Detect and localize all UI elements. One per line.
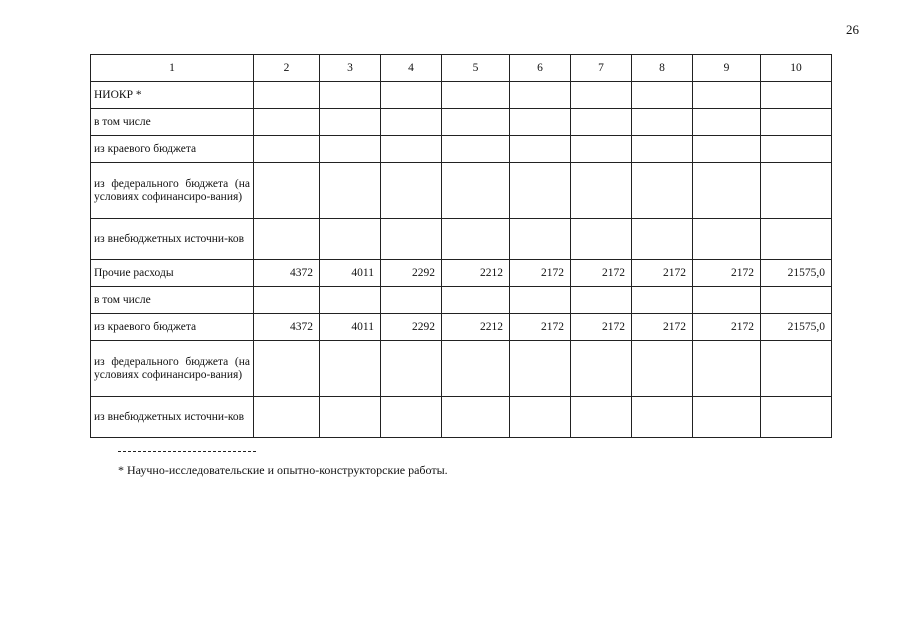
table-cell: 2212	[442, 314, 510, 341]
table-cell	[761, 341, 832, 397]
column-header-1: 1	[91, 55, 254, 82]
table-cell	[571, 136, 632, 163]
table-cell	[632, 163, 693, 219]
table-cell: 2292	[381, 314, 442, 341]
table-cell: 2172	[693, 314, 761, 341]
table-row	[91, 314, 832, 341]
table-row	[91, 219, 832, 260]
table-cell	[320, 287, 381, 314]
table-cell: 2172	[632, 314, 693, 341]
table-cell	[510, 163, 571, 219]
table-cell	[442, 219, 510, 260]
row-label: в том числе	[91, 287, 254, 314]
table-row	[91, 260, 832, 287]
table-header-row	[91, 55, 832, 82]
table-row	[91, 109, 832, 136]
table-cell	[320, 397, 381, 438]
row-label: из внебюджетных источни-ков	[91, 219, 254, 260]
table-cell	[254, 341, 320, 397]
table-cell	[632, 397, 693, 438]
table-cell	[320, 82, 381, 109]
table-cell	[761, 163, 832, 219]
table-cell: 2172	[632, 260, 693, 287]
table-cell	[381, 219, 442, 260]
table-cell	[381, 397, 442, 438]
table-cell	[510, 341, 571, 397]
table-cell	[381, 136, 442, 163]
table-cell	[693, 397, 761, 438]
table-cell	[442, 287, 510, 314]
row-label: в том числе	[91, 109, 254, 136]
table-cell	[320, 219, 381, 260]
column-header-8: 8	[632, 55, 693, 82]
table-cell	[761, 287, 832, 314]
table-cell	[442, 163, 510, 219]
table-cell	[761, 219, 832, 260]
table-cell	[571, 287, 632, 314]
table-body	[91, 55, 832, 438]
table-cell: 2172	[571, 314, 632, 341]
table-cell: 4372	[254, 260, 320, 287]
footnote-rule	[118, 451, 256, 452]
table-cell	[632, 109, 693, 136]
table-cell	[571, 82, 632, 109]
table-cell	[693, 109, 761, 136]
footnote-text: * Научно-исследовательские и опытно-конструкторские работы.	[118, 463, 448, 477]
column-header-7: 7	[571, 55, 632, 82]
column-header-4: 4	[381, 55, 442, 82]
table-cell	[632, 219, 693, 260]
column-header-9: 9	[693, 55, 761, 82]
table-cell	[381, 163, 442, 219]
table-cell	[442, 109, 510, 136]
table-cell	[510, 82, 571, 109]
table-cell	[632, 287, 693, 314]
table-cell	[442, 341, 510, 397]
table-cell	[693, 163, 761, 219]
table-cell: 4372	[254, 314, 320, 341]
table-cell	[254, 397, 320, 438]
budget-table	[90, 54, 832, 438]
table-cell	[761, 109, 832, 136]
table-cell	[693, 82, 761, 109]
table-cell: 4011	[320, 314, 381, 341]
table-cell	[320, 109, 381, 136]
table-row	[91, 341, 832, 397]
table-cell	[571, 109, 632, 136]
page-number: 26	[846, 22, 859, 37]
table-cell	[571, 219, 632, 260]
table-cell: 2172	[693, 260, 761, 287]
table-cell: 21575,0	[761, 314, 832, 341]
row-label: из федерального бюджета (на условиях софинансиро-вания)	[91, 341, 254, 397]
table-cell: 21575,0	[761, 260, 832, 287]
row-label: НИОКР *	[91, 82, 254, 109]
table-cell	[761, 136, 832, 163]
row-label: из краевого бюджета	[91, 136, 254, 163]
table-cell	[761, 82, 832, 109]
table-row	[91, 136, 832, 163]
table-cell	[254, 287, 320, 314]
table-cell	[254, 163, 320, 219]
table-cell	[320, 341, 381, 397]
column-header-5: 5	[442, 55, 510, 82]
table-cell	[254, 82, 320, 109]
table-cell	[761, 397, 832, 438]
table-cell	[510, 287, 571, 314]
table-row	[91, 82, 832, 109]
table-cell	[442, 136, 510, 163]
table-cell	[381, 341, 442, 397]
table-cell	[442, 82, 510, 109]
table-cell: 2172	[510, 260, 571, 287]
column-header-10: 10	[761, 55, 832, 82]
table-cell	[254, 136, 320, 163]
table-cell	[510, 109, 571, 136]
table-cell	[320, 136, 381, 163]
table-cell	[510, 136, 571, 163]
table-row	[91, 397, 832, 438]
table-cell	[510, 397, 571, 438]
row-label: из федерального бюджета (на условиях софинансиро-вания)	[91, 163, 254, 219]
column-header-2: 2	[254, 55, 320, 82]
table-cell: 2172	[510, 314, 571, 341]
table-cell: 4011	[320, 260, 381, 287]
table-cell	[632, 341, 693, 397]
table-cell	[442, 397, 510, 438]
table-cell	[571, 163, 632, 219]
row-label: Прочие расходы	[91, 260, 254, 287]
table-cell: 2292	[381, 260, 442, 287]
table-cell	[320, 163, 381, 219]
table-cell	[381, 109, 442, 136]
table-cell: 2172	[571, 260, 632, 287]
column-header-6: 6	[510, 55, 571, 82]
table-row	[91, 163, 832, 219]
table-cell	[254, 219, 320, 260]
table-cell	[693, 136, 761, 163]
table-row	[91, 287, 832, 314]
table-cell: 2212	[442, 260, 510, 287]
table-cell	[381, 287, 442, 314]
table-cell	[693, 219, 761, 260]
table-cell	[381, 82, 442, 109]
row-label: из внебюджетных источни-ков	[91, 397, 254, 438]
table-cell	[693, 287, 761, 314]
table-cell	[632, 82, 693, 109]
table-cell	[693, 341, 761, 397]
table-cell	[571, 341, 632, 397]
row-label: из краевого бюджета	[91, 314, 254, 341]
table-cell	[254, 109, 320, 136]
table-cell	[510, 219, 571, 260]
table-cell	[632, 136, 693, 163]
table-cell	[571, 397, 632, 438]
column-header-3: 3	[320, 55, 381, 82]
